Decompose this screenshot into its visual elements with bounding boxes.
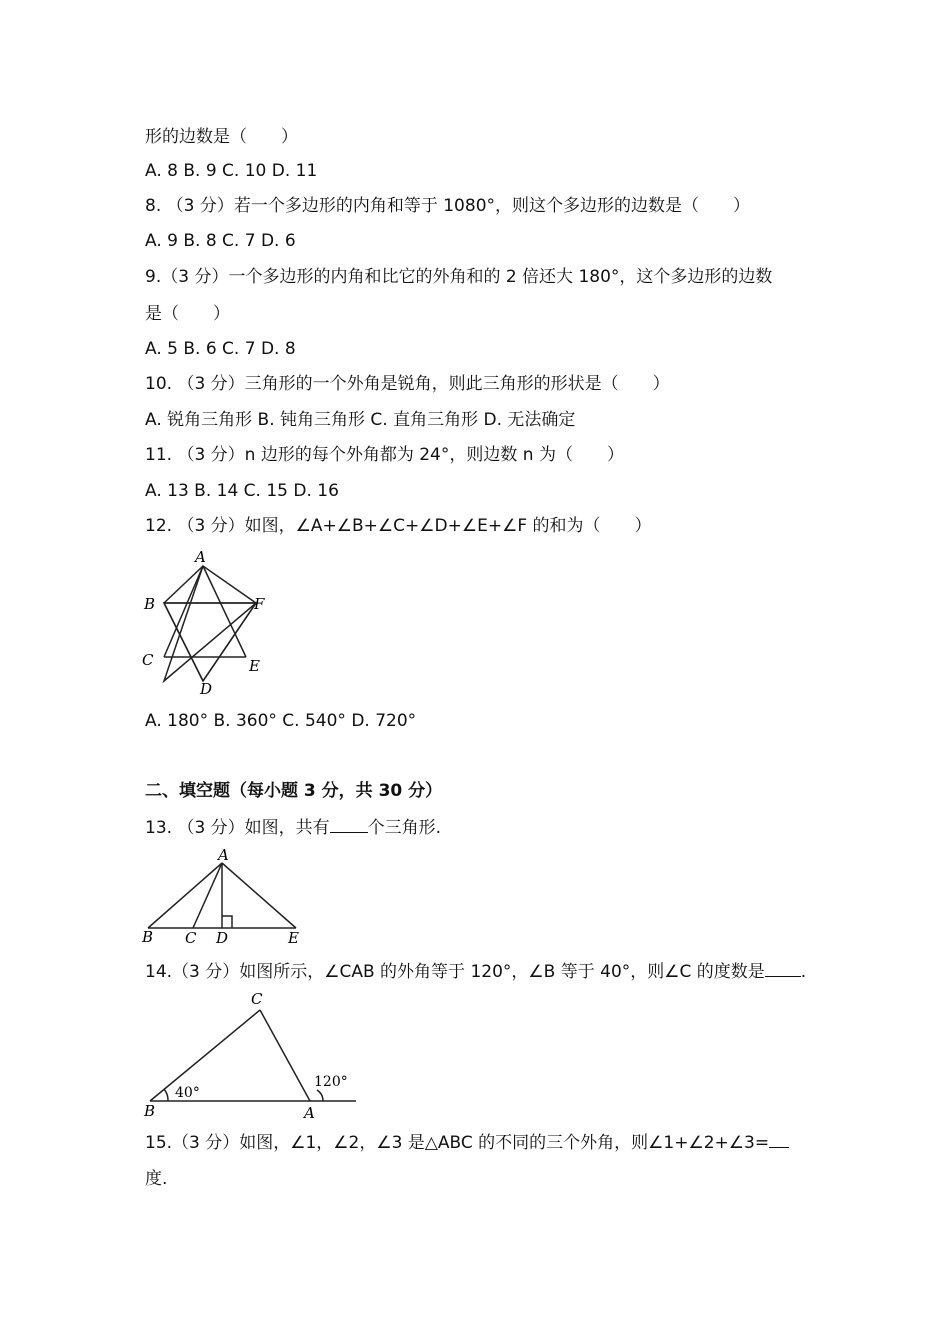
label-A: A <box>218 846 229 864</box>
q13-text-before: 13. （3 分）如图，共有 <box>145 818 330 838</box>
q13-text-after: 个三角形. <box>367 818 442 838</box>
q15-answer-blank[interactable] <box>769 1131 789 1148</box>
triangle-abde-figure <box>138 843 313 948</box>
q14-stem <box>145 960 806 983</box>
label-E: E <box>249 657 260 675</box>
q13-stem <box>145 816 441 839</box>
label-A: A <box>304 1104 315 1122</box>
section-fill-in-title: 二、填空题（每小题 3 分，共 30 分） <box>145 781 443 801</box>
q9-options: A. 5 B. 6 C. 7 D. 8 <box>145 339 296 359</box>
hexagram-figure <box>138 545 278 700</box>
angle-a-exterior-label: 120° <box>314 1074 348 1090</box>
triangle-abc-figure <box>138 988 363 1123</box>
q15-stem-line1 <box>145 1131 789 1154</box>
label-F: F <box>254 595 265 613</box>
q11-options: A. 13 B. 14 C. 15 D. 16 <box>145 481 339 501</box>
q9-stem-line2: 是（ ） <box>145 304 230 324</box>
q12-stem: 12. （3 分）如图，∠A+∠B+∠C+∠D+∠E+∠F 的和为（ ） <box>145 516 652 536</box>
q11-stem: 11. （3 分）n 边形的每个外角都为 24°，则边数 n 为（ ） <box>145 445 624 465</box>
label-C: C <box>185 929 197 947</box>
q14-text-after: . <box>800 962 807 982</box>
q15-stem-line2: 度. <box>145 1169 168 1189</box>
q7-options: A. 8 B. 9 C. 10 D. 11 <box>145 161 318 181</box>
q13-answer-blank[interactable] <box>330 816 368 833</box>
q10-stem: 10. （3 分）三角形的一个外角是锐角，则此三角形的形状是（ ） <box>145 374 670 394</box>
label-D: D <box>200 680 213 698</box>
label-B: B <box>144 595 156 613</box>
label-E: E <box>288 929 299 947</box>
q8-options: A. 9 B. 8 C. 7 D. 6 <box>145 231 296 251</box>
label-D: D <box>216 929 229 947</box>
q12-options: A. 180° B. 360° C. 540° D. 720° <box>145 711 417 731</box>
label-C: C <box>251 990 263 1008</box>
q8-stem: 8. （3 分）若一个多边形的内角和等于 1080°，则这个多边形的边数是（ ） <box>145 196 751 216</box>
q9-stem-line1: 9.（3 分）一个多边形的内角和比它的外角和的 2 倍还大 180°，这个多边形的边数 <box>145 267 773 287</box>
q7-stem-tail: 形的边数是（ ） <box>145 127 298 147</box>
angle-b-label: 40° <box>175 1085 200 1101</box>
q15-text-before: 15.（3 分）如图，∠1，∠2，∠3 是△ABC 的不同的三个外角，则∠1+∠2+∠3= <box>145 1133 770 1153</box>
q14-text-before: 14.（3 分）如图所示，∠CAB 的外角等于 120°，∠B 等于 40°，则∠C 的度数是 <box>145 962 765 982</box>
q14-answer-blank[interactable] <box>765 960 801 977</box>
label-B: B <box>142 928 154 946</box>
q10-options: A. 锐角三角形 B. 钝角三角形 C. 直角三角形 D. 无法确定 <box>145 410 576 430</box>
label-C: C <box>142 651 154 669</box>
label-A: A <box>195 548 206 566</box>
label-B: B <box>144 1102 156 1120</box>
